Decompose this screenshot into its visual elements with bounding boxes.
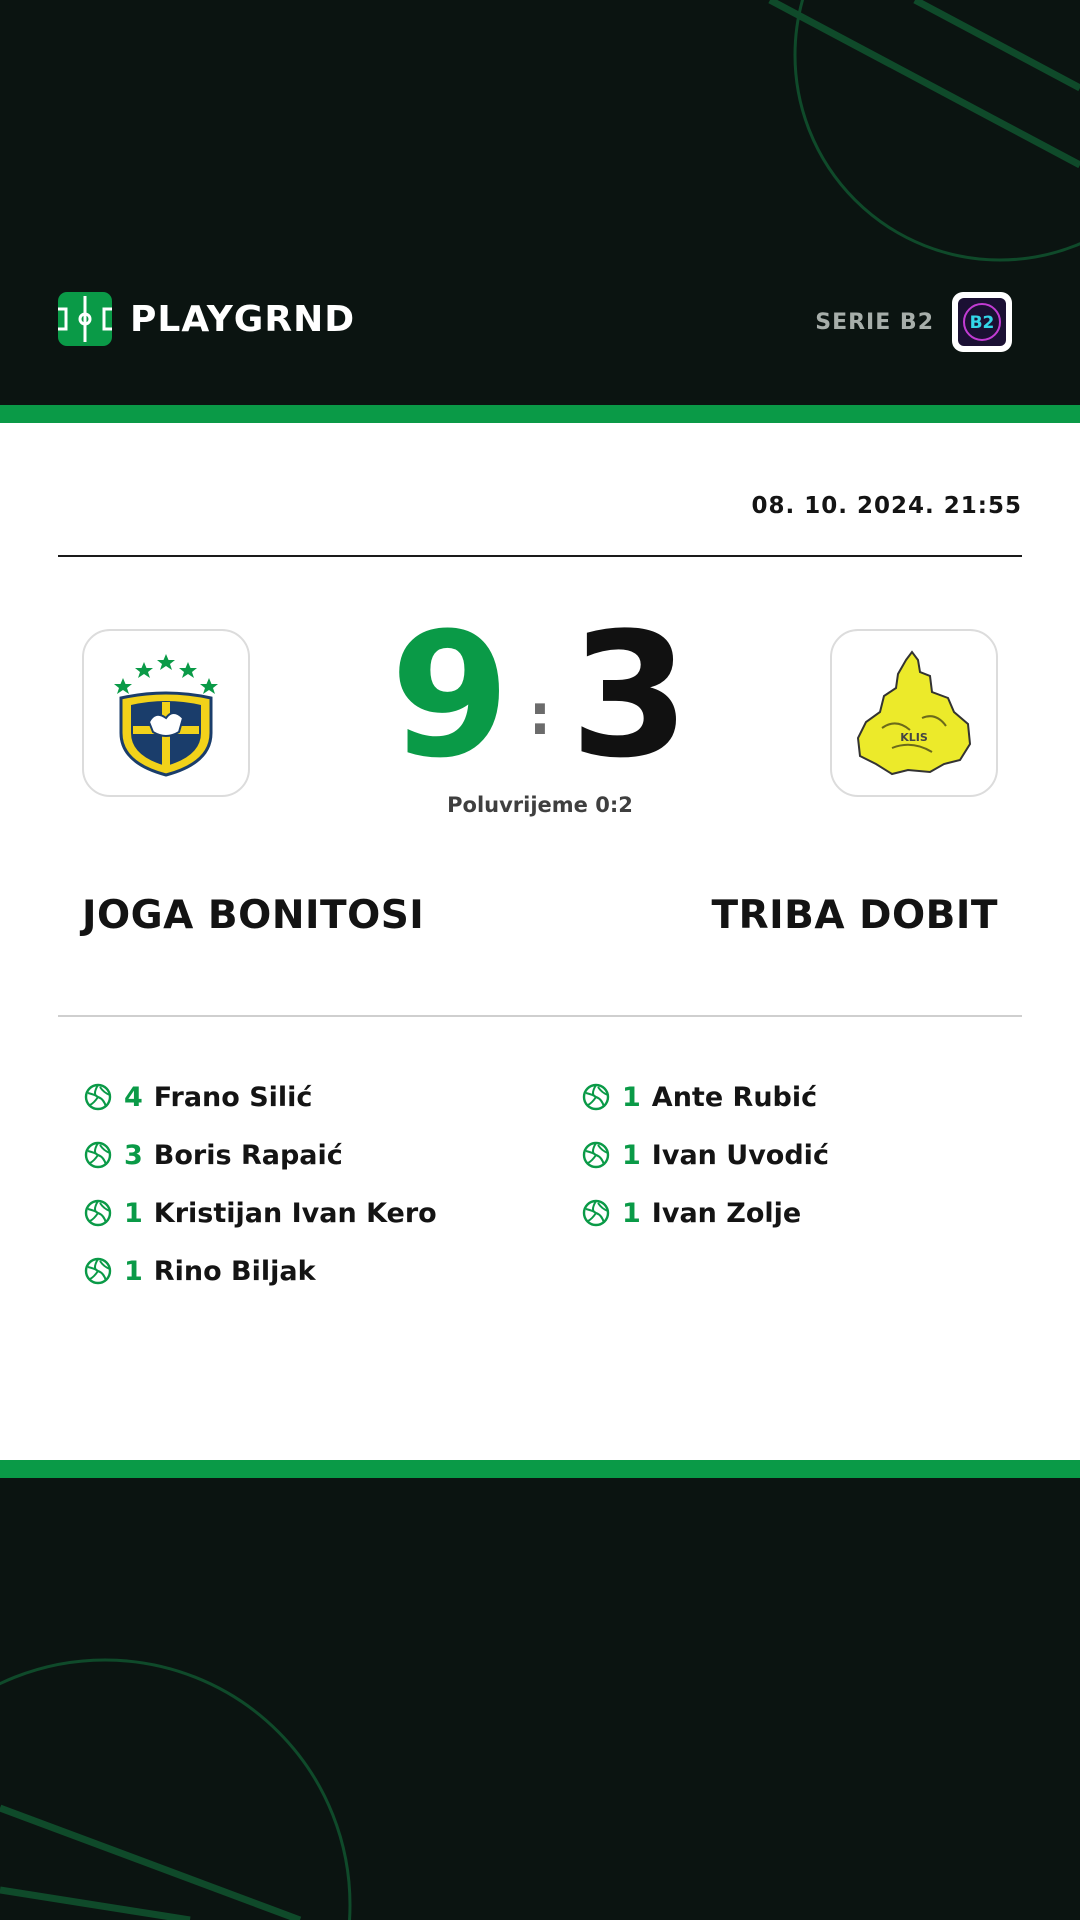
match-card (0, 423, 1080, 1460)
away-team-logo (830, 629, 998, 797)
accent-stripe-bottom (0, 1460, 1080, 1478)
player-name: Boris Rapaić (153, 1139, 343, 1171)
away-logo-text: KLIS (900, 731, 928, 744)
player-name: Frano Silić (153, 1081, 313, 1113)
scorer-row (84, 1242, 437, 1300)
away-score: 3 (570, 595, 690, 796)
league-badge-icon (952, 292, 1012, 352)
scorer-row (84, 1126, 437, 1184)
away-team-name: TRIBA DOBIT (711, 893, 998, 938)
goal-count: 3 (124, 1139, 143, 1171)
divider-light (58, 1015, 1022, 1017)
accent-stripe-top (0, 405, 1080, 423)
goal-count: 4 (124, 1081, 143, 1113)
league-label: SERIE B2 (815, 309, 934, 335)
header (0, 0, 1080, 405)
match-datetime: 08. 10. 2024. 21:55 (751, 493, 1022, 519)
pitch-icon (58, 292, 112, 346)
league-info (815, 292, 1012, 352)
halftime-score: Poluvrijeme 0:2 (447, 793, 633, 817)
player-name: Rino Biljak (153, 1255, 316, 1287)
scorer-row (84, 1068, 437, 1126)
brand-name: PLAYGRND (130, 298, 356, 340)
home-team-name: JOGA BONITOSI (82, 893, 425, 938)
scorer-row (84, 1184, 437, 1242)
player-name: Kristijan Ivan Kero (153, 1197, 437, 1229)
player-name: Ivan Uvodić (651, 1139, 829, 1171)
league-badge-text: B2 (969, 313, 995, 333)
score-separator: : (528, 683, 552, 748)
away-scorers-list (582, 1068, 829, 1242)
goal-count: 1 (124, 1197, 143, 1229)
scorer-row (582, 1068, 829, 1126)
brand (58, 292, 355, 346)
player-name: Ivan Zolje (651, 1197, 802, 1229)
goal-count: 1 (622, 1081, 641, 1113)
goal-count: 1 (622, 1197, 641, 1229)
goal-count: 1 (622, 1139, 641, 1171)
ball-icon (582, 1141, 610, 1169)
home-scorers-list (84, 1068, 437, 1300)
pitch-lines-decoration-bottom (0, 1478, 1080, 1920)
ball-icon (582, 1199, 610, 1227)
ball-icon (582, 1083, 610, 1111)
ball-icon (84, 1199, 112, 1227)
goal-count: 1 (124, 1255, 143, 1287)
ball-icon (84, 1083, 112, 1111)
ball-icon (84, 1257, 112, 1285)
scorer-row (582, 1126, 829, 1184)
divider (58, 555, 1022, 557)
player-name: Ante Rubić (651, 1081, 818, 1113)
scorer-row (582, 1184, 829, 1242)
ball-icon (84, 1141, 112, 1169)
home-score: 9 (390, 595, 510, 796)
